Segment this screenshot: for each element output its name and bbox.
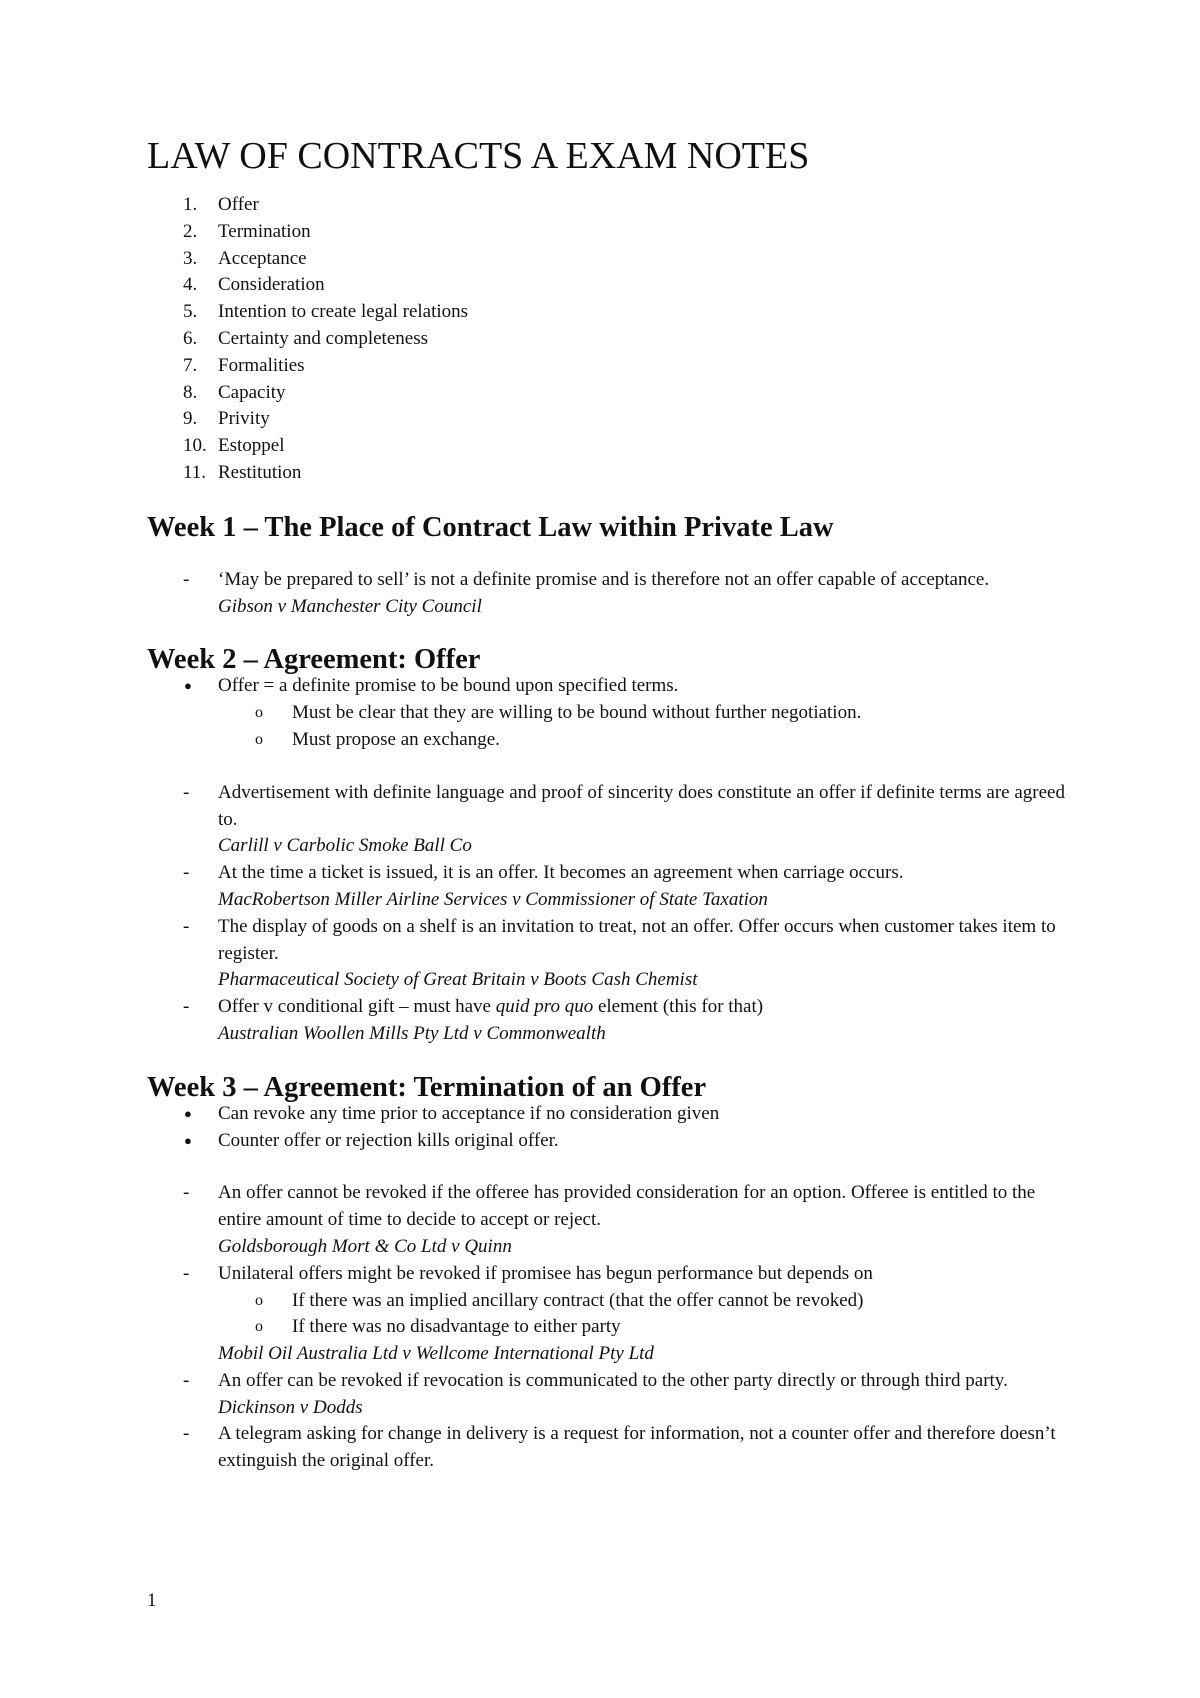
week-3-bullets (147, 1101, 1077, 1155)
note-item (147, 567, 1077, 621)
note-text: Advertisement with definite language and proof of sincerity does constitute an offer if definite terms are agreed to. (218, 781, 1065, 830)
note-text: The display of goods on a shelf is an invitation to treat, not an offer. Offer occurs when customer takes item to register. (218, 915, 1056, 964)
sub-text: Must propose an exchange. (292, 728, 500, 750)
bullet-text: Offer = a definite promise to be bound upon specified terms. (218, 675, 679, 697)
sub-marker: o (255, 730, 263, 748)
dash-marker: - (183, 996, 190, 1018)
week-1-notes (147, 567, 1077, 621)
topic-item (147, 192, 1077, 219)
week-2-section (147, 646, 1077, 1047)
sub-text: Must be clear that they are willing to be bound without further negotiation. (292, 702, 862, 724)
topic-number: 6. (183, 327, 198, 349)
topic-item (147, 272, 1077, 299)
note-item (147, 914, 1077, 994)
topic-label: Termination (218, 220, 311, 242)
case-citation: Pharmaceutical Society of Great Britain v Boots Cash Chemist (218, 969, 698, 991)
bullet-marker: ● (184, 1132, 192, 1148)
topic-label: Certainty and completeness (218, 327, 428, 349)
topic-number: 10. (183, 435, 207, 457)
case-citation: Dickinson v Dodds (218, 1396, 363, 1418)
note-text: A telegram asking for change in delivery is a request for information, not a counter offer and therefore doesn’t extinguish the original offer. (218, 1423, 1056, 1472)
topic-label: Privity (218, 408, 270, 430)
note-item (147, 994, 1077, 1048)
latin-term: quid pro quo (495, 996, 594, 1018)
bullet-item (147, 1128, 1077, 1155)
dash-marker: - (183, 1369, 190, 1391)
topic-number: 9. (183, 408, 198, 430)
topic-item (147, 326, 1077, 353)
topic-number: 3. (183, 247, 198, 269)
note-item (147, 780, 1077, 860)
sub-marker: o (255, 704, 263, 722)
topic-label: Consideration (218, 274, 325, 296)
topics-list (147, 192, 1077, 487)
bullet-marker: ● (184, 1105, 192, 1121)
topic-item (147, 246, 1077, 273)
week-2-heading: Week 2 – Agreement: Offer (147, 644, 481, 676)
topic-item (147, 353, 1077, 380)
dash-marker: - (183, 1262, 190, 1284)
week-2-notes (147, 780, 1077, 1048)
bullet-text: Can revoke any time prior to acceptance if no consideration given (218, 1102, 720, 1124)
sub-text: If there was an implied ancillary contract (that the offer cannot be revoked) (292, 1289, 864, 1311)
topic-item (147, 460, 1077, 487)
topic-item (147, 433, 1077, 460)
bullet-text: Counter offer or rejection kills original offer. (218, 1129, 559, 1151)
document-page (147, 135, 1077, 1475)
note-text: An offer cannot be revoked if the offeree has provided consideration for an option. Offeree is entitled to the entire amount of time to decide to accept or reject. (218, 1182, 1036, 1231)
topic-number: 11. (183, 461, 207, 483)
dash-marker: - (183, 915, 190, 937)
bullet-item (147, 673, 1077, 700)
topic-label: Intention to create legal relations (218, 301, 469, 323)
topic-label: Offer (218, 194, 259, 215)
topic-item (147, 380, 1077, 407)
topic-number: 1. (183, 194, 198, 215)
week-1-section (147, 511, 1077, 621)
week-2-sub-points (147, 700, 1077, 754)
dash-marker: - (183, 862, 190, 884)
topic-number: 5. (183, 301, 198, 323)
case-citation: Gibson v Manchester City Council (218, 595, 482, 617)
dash-marker: - (183, 1423, 190, 1445)
bullet-marker: ● (184, 678, 192, 694)
sub-item (147, 1314, 1077, 1341)
week-3-section (147, 1071, 1077, 1475)
sub-item (147, 700, 1077, 727)
dash-marker: - (183, 781, 190, 803)
topic-item (147, 299, 1077, 326)
bullet-item (147, 1101, 1077, 1128)
topic-number: 2. (183, 220, 198, 242)
week-3-sub-points (147, 1288, 1077, 1342)
sub-marker: o (255, 1318, 263, 1336)
topic-label: Acceptance (218, 247, 307, 269)
sub-item (147, 1288, 1077, 1315)
case-citation: Mobil Oil Australia Ltd v Wellcome International Pty Ltd (218, 1343, 654, 1365)
note-text-after: element (this for that) (593, 996, 764, 1018)
sub-marker: o (255, 1291, 263, 1309)
topic-item (147, 219, 1077, 246)
page-number: 1 (147, 1590, 157, 1611)
note-item (147, 1180, 1077, 1260)
sub-item (147, 727, 1077, 754)
topic-label: Restitution (218, 461, 302, 483)
document-title: LAW OF CONTRACTS A EXAM NOTES (147, 135, 810, 177)
topic-number: 4. (183, 274, 198, 296)
week-3-notes-continued (147, 1368, 1077, 1475)
week-2-bullets (147, 673, 1077, 700)
topic-label: Estoppel (218, 435, 285, 457)
dash-marker: - (183, 1182, 190, 1204)
note-text-before: Offer v conditional gift – must have (218, 996, 496, 1018)
case-citation: MacRobertson Miller Airline Services v Commissioner of State Taxation (218, 888, 768, 910)
note-item (147, 1261, 1077, 1288)
topic-label: Capacity (218, 381, 286, 403)
case-citation: Goldsborough Mort & Co Ltd v Quinn (218, 1235, 512, 1257)
note-item (147, 860, 1077, 914)
note-item (147, 1421, 1077, 1475)
topic-label: Formalities (218, 354, 305, 376)
note-text: At the time a ticket is issued, it is an offer. It becomes an agreement when carriage occurs. (218, 862, 904, 884)
week-1-heading: Week 1 – The Place of Contract Law within Private Law (147, 511, 834, 543)
dash-marker: - (183, 568, 190, 590)
note-text: ‘May be prepared to sell’ is not a definite promise and is therefore not an offer capable of acceptance. (218, 568, 990, 590)
case-citation: Carlill v Carbolic Smoke Ball Co (218, 835, 472, 857)
sub-text: If there was no disadvantage to either party (292, 1316, 621, 1338)
case-citation: Australian Woollen Mills Pty Ltd v Commonwealth (218, 1022, 606, 1044)
week-3-heading: Week 3 – Agreement: Termination of an Offer (147, 1071, 707, 1103)
week-3-notes (147, 1180, 1077, 1287)
note-text: Unilateral offers might be revoked if promisee has begun performance but depends on (218, 1262, 873, 1284)
topic-number: 7. (183, 354, 198, 376)
note-text: An offer can be revoked if revocation is communicated to the other party directly or through third party. (218, 1369, 1008, 1391)
topic-number: 8. (183, 381, 198, 403)
topic-item (147, 406, 1077, 433)
note-item (147, 1368, 1077, 1422)
